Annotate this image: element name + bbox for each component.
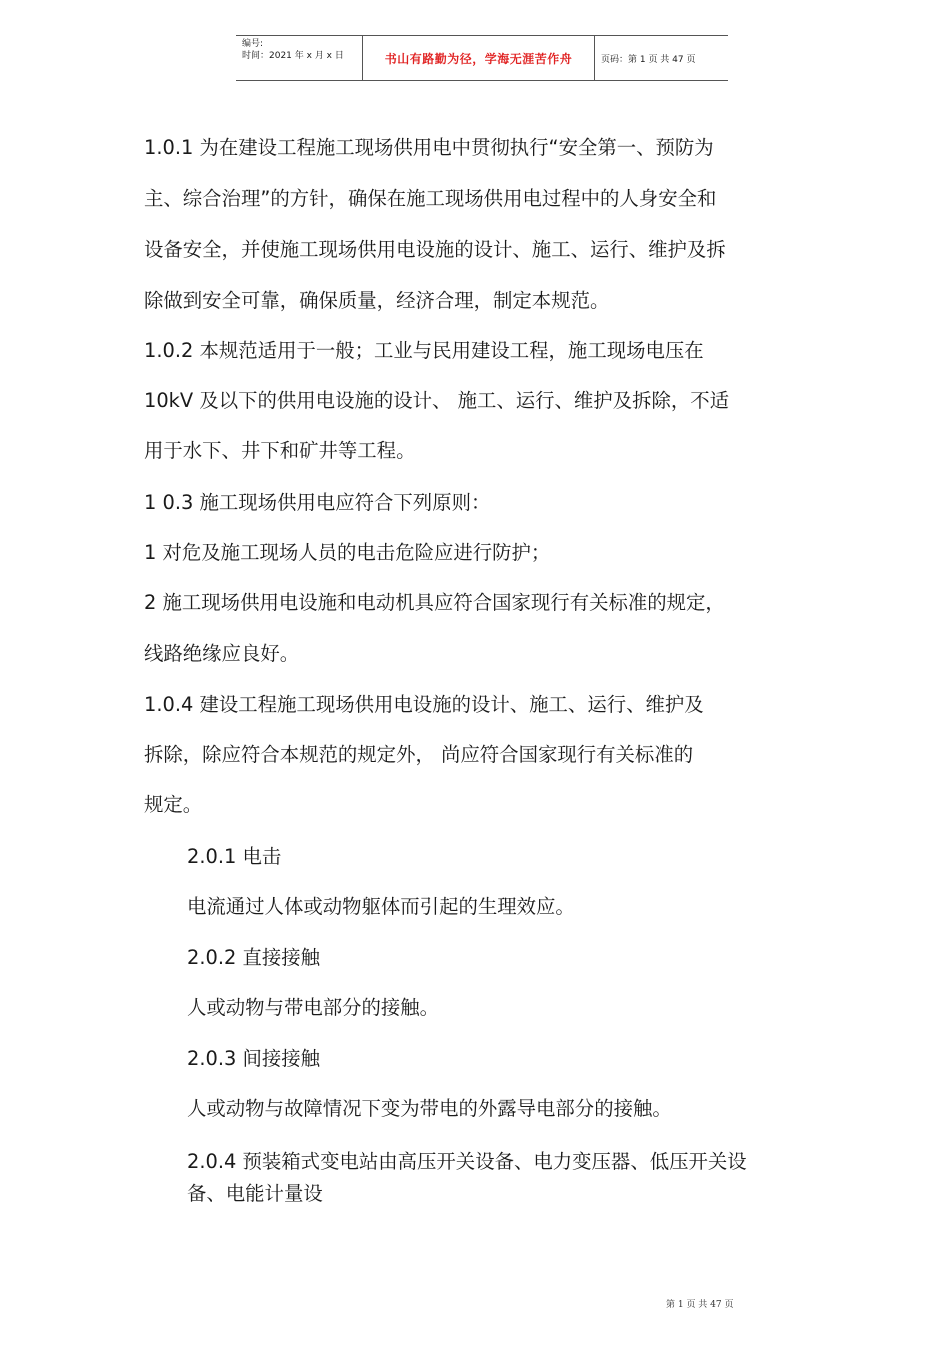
text-line: 设备安全，并使施工现场供用电设施的设计、施工、运行、维护及拆 <box>144 238 726 261</box>
header-page-info: 页码：第 1 页 共 47 页 <box>601 54 696 65</box>
section-heading: 2.0.1 电击 <box>187 845 282 868</box>
header-meta <box>236 36 363 80</box>
header-code: 编号: <box>242 39 264 49</box>
text-line: 除做到安全可靠，确保质量，经济合理，制定本规范。 <box>144 289 610 312</box>
text-line: 1 0.3 施工现场供用电应符合下列原则： <box>144 491 491 514</box>
text-line: 1.0.1 为在建设工程施工现场供用电中贯彻执行“安全第一、预防为 <box>144 136 714 159</box>
section-heading: 2.0.3 间接接触 <box>187 1047 321 1070</box>
text-line: 规定。 <box>144 793 203 816</box>
definition-text: 电流通过人体或动物躯体而引起的生理效应。 <box>187 895 575 918</box>
text-line: 2 施工现场供用电设施和电动机具应符合国家现行有关标准的规定， <box>144 591 725 614</box>
text-line: 10kV 及以下的供用电设施的设计、 施工、运行、维护及拆除，不适 <box>144 389 730 412</box>
definition-text: 备、电能计量设 <box>187 1182 323 1205</box>
text-line: 1.0.4 建设工程施工现场供用电设施的设计、施工、运行、维护及 <box>144 693 704 716</box>
definition-text: 人或动物与带电部分的接触。 <box>187 996 440 1019</box>
page-footer: 第 1 页 共 47 页 <box>666 1300 734 1310</box>
page-header <box>236 35 728 81</box>
header-time: 时间：2021 年 x 月 x 日 <box>242 51 344 61</box>
text-line: 线路绝缘应良好。 <box>144 642 300 665</box>
text-line: 拆除，除应符合本规范的规定外， 尚应符合国家现行有关标准的 <box>144 743 694 766</box>
text-line: 1.0.2 本规范适用于一般；工业与民用建设工程，施工现场电压在 <box>144 339 704 362</box>
text-line: 主、综合治理”的方针，确保在施工现场供用电过程中的人身安全和 <box>144 187 717 210</box>
definition-text: 人或动物与故障情况下变为带电的外露导电部分的接触。 <box>187 1097 672 1120</box>
text-line: 用于水下、井下和矿井等工程。 <box>144 439 416 462</box>
section-heading: 2.0.2 直接接触 <box>187 946 321 969</box>
section-heading: 2.0.4 预装箱式变电站由高压开关设备、电力变压器、低压开关设 <box>187 1150 747 1173</box>
text-line: 1 对危及施工现场人员的电击危险应进行防护； <box>144 541 551 564</box>
header-motto: 书山有路勤为径，学海无涯苦作舟 <box>363 36 595 80</box>
